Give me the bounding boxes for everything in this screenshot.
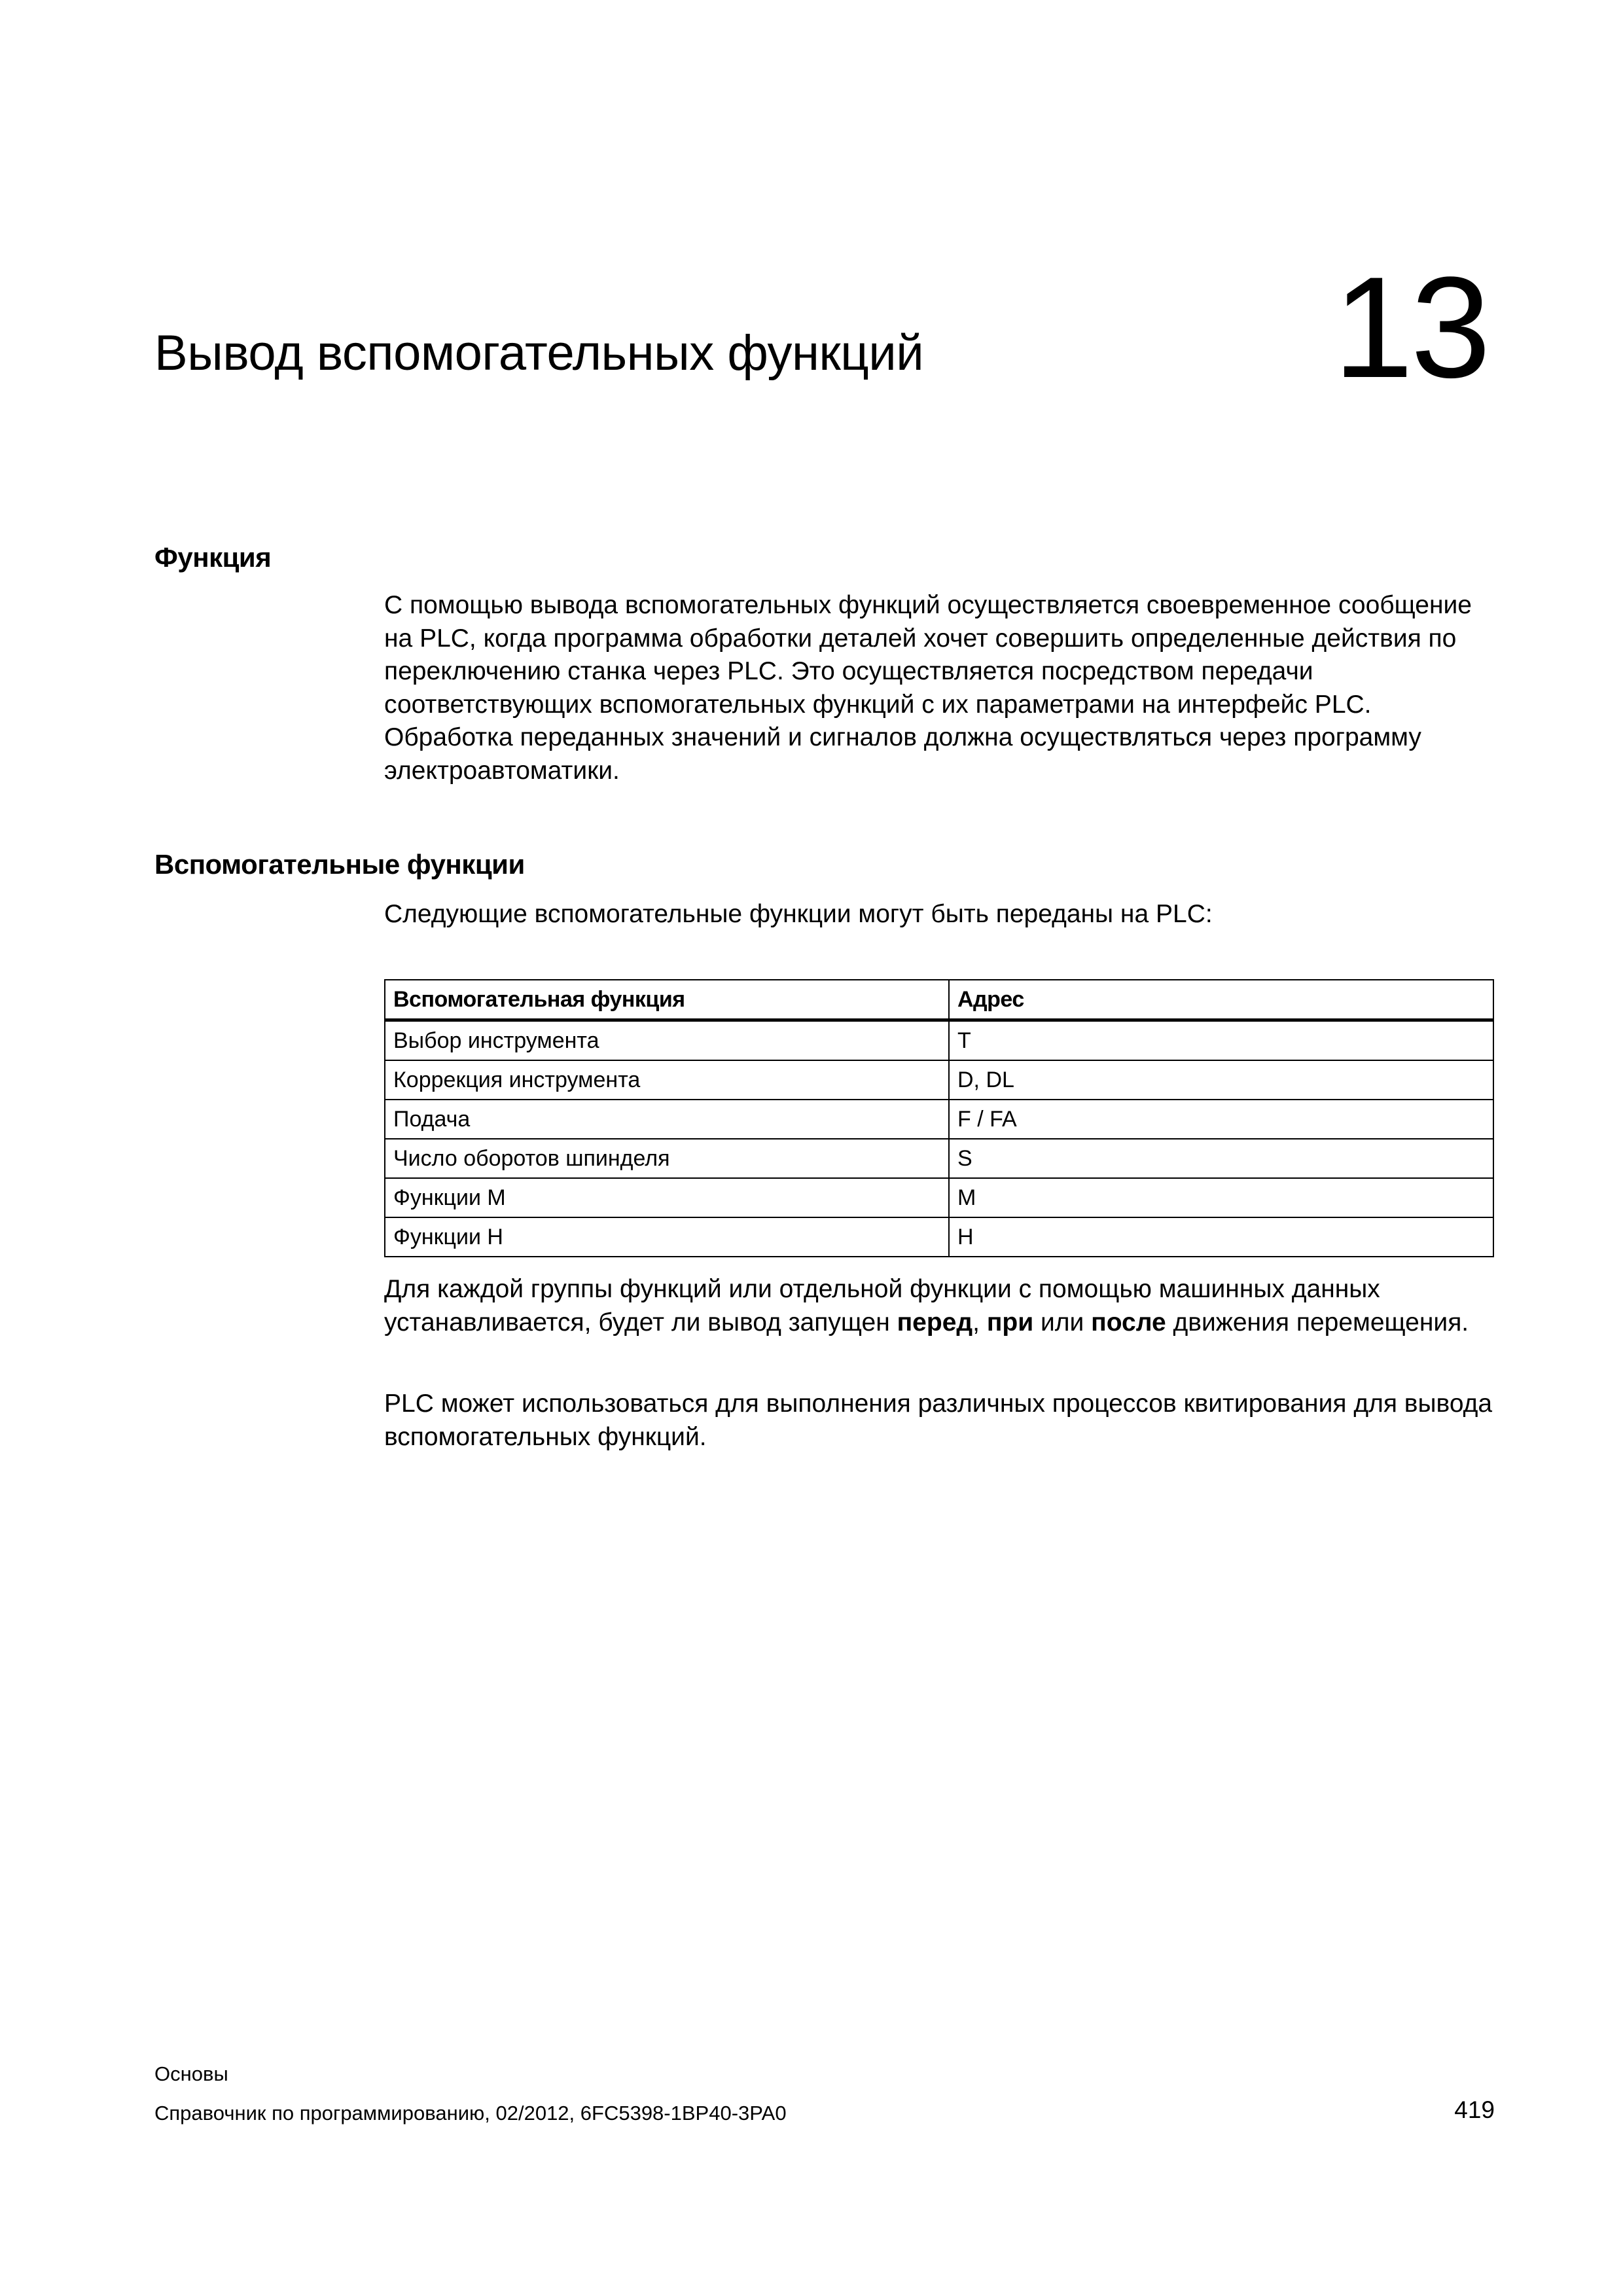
separator-comma: ,	[972, 1308, 987, 1336]
footer-reference: Справочник по программированию, 02/2012, 6FC5398-1BP40-3PA0	[154, 2102, 787, 2125]
table-cell-address: T	[949, 1020, 1493, 1061]
table-cell-address: F / FA	[949, 1100, 1493, 1139]
table-cell-address: S	[949, 1139, 1493, 1178]
table-row	[385, 1060, 1493, 1100]
table-row	[385, 1020, 1493, 1061]
table-header-function: Вспомогательная функция	[385, 980, 949, 1020]
table-cell-function: Выбор инструмента	[385, 1020, 949, 1061]
output-timing-text-start: Для каждой группы функций или отдельной функции с помощью машинных данных устанавливается, будет ли вывод запущен	[384, 1275, 1380, 1336]
keyword-after: после	[1091, 1308, 1166, 1336]
section-heading-function: Функция	[154, 542, 272, 573]
keyword-during: при	[986, 1308, 1034, 1336]
table-row	[385, 1139, 1493, 1178]
table-cell-address: D, DL	[949, 1060, 1493, 1100]
table-row	[385, 1178, 1493, 1217]
aux-functions-lead: Следующие вспомогательные функции могут быть переданы на PLC:	[384, 900, 1213, 928]
output-timing-paragraph	[384, 1273, 1503, 1339]
chapter-title: Вывод вспомогательных функций	[154, 325, 924, 381]
table-cell-function: Коррекция инструмента	[385, 1060, 949, 1100]
table-cell-address: M	[949, 1178, 1493, 1217]
table-cell-function: Функции M	[385, 1178, 949, 1217]
table-cell-function: Подача	[385, 1100, 949, 1139]
table-cell-function: Функции H	[385, 1217, 949, 1257]
page-number: 419	[1454, 2096, 1495, 2123]
table-cell-function: Число оборотов шпинделя	[385, 1139, 949, 1178]
function-description: С помощью вывода вспомогательных функций осуществляется своевременное сообщение на PLC, когда программа обработки деталей хочет совершить определенные действия по переключению станка через PLC. Это осуществляется посредством передачи соответствующих вспомогательных функций с их параметрами на интерфейс PLC. Обработка переданных значений и сигналов должна осуществляться через программу электроавтоматики.	[384, 591, 1472, 785]
output-timing-text-end: движения перемещения.	[1166, 1308, 1469, 1336]
plc-acknowledgement-paragraph: PLC может использоваться для выполнения различных процессов квитирования для вывода вспомогательных функций.	[384, 1390, 1493, 1451]
aux-functions-table	[384, 979, 1494, 1257]
separator-or: или	[1033, 1308, 1092, 1336]
footer-book-title: Основы	[154, 2062, 228, 2085]
chapter-number: 13	[1333, 247, 1488, 408]
table-row	[385, 1100, 1493, 1139]
table-header-address: Адрес	[949, 980, 1493, 1020]
section-heading-aux-functions: Вспомогательные функции	[154, 849, 525, 880]
keyword-before: перед	[897, 1308, 973, 1336]
table-cell-address: H	[949, 1217, 1493, 1257]
table-header-row	[385, 980, 1493, 1020]
table-row	[385, 1217, 1493, 1257]
